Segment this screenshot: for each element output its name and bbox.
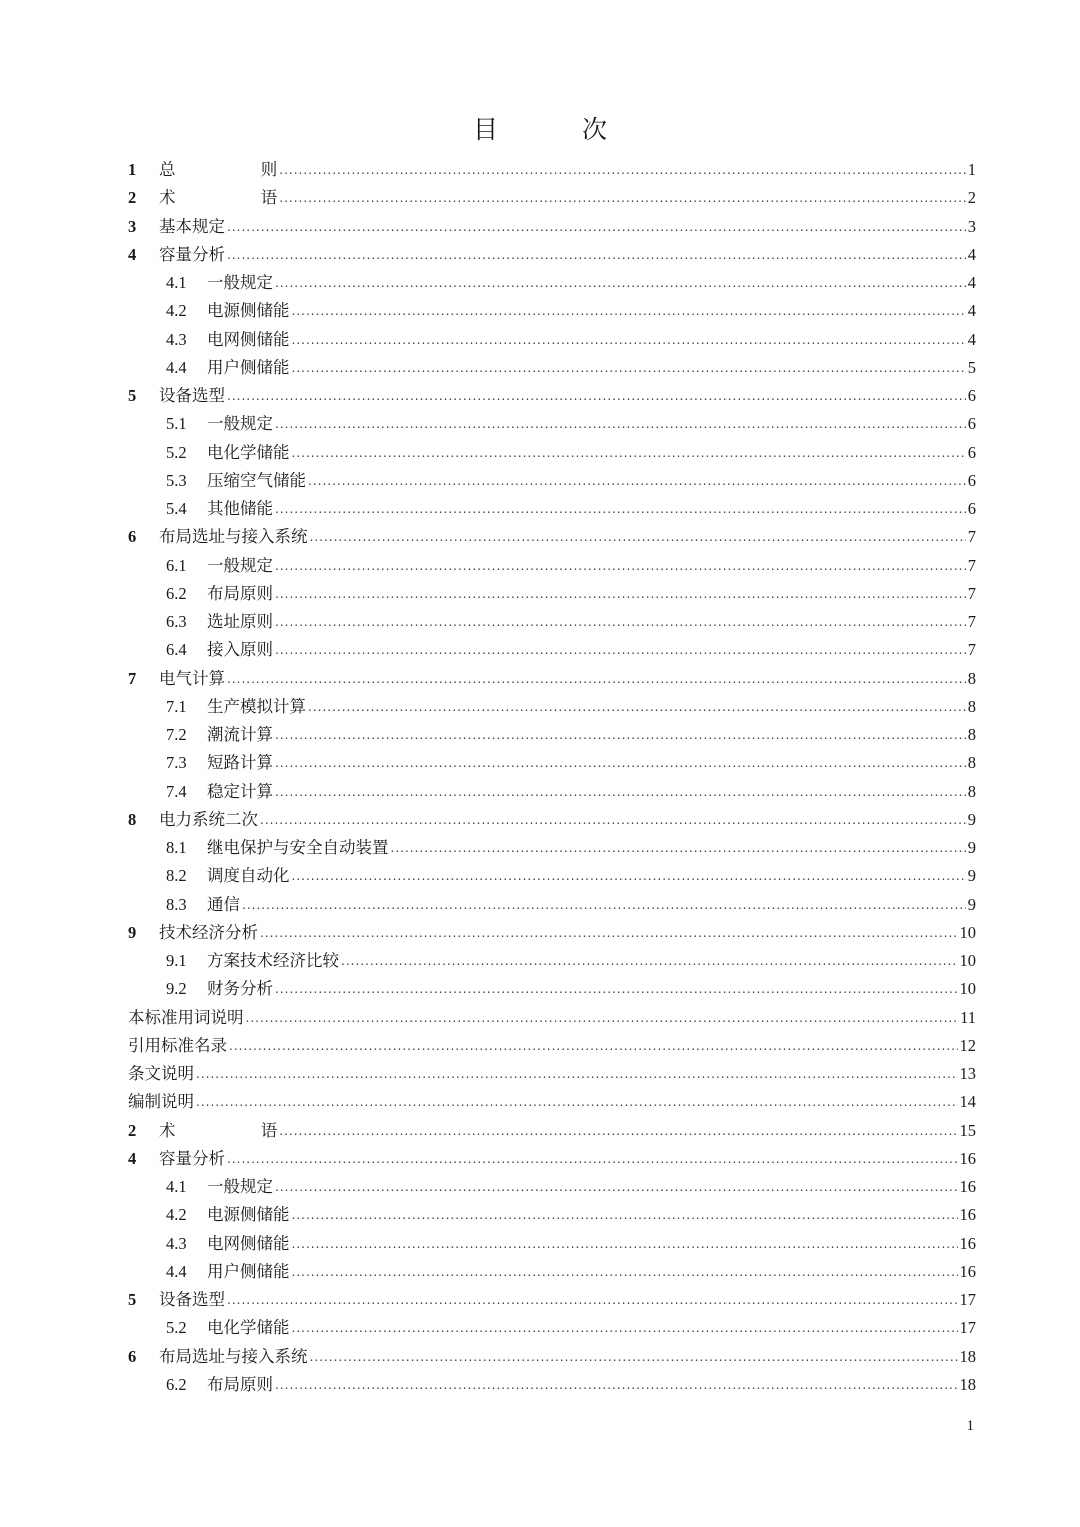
dot-leader: [227, 382, 966, 410]
toc-entry-number: 5.2: [166, 442, 187, 462]
toc-entry[interactable]: [128, 1173, 976, 1201]
toc-entry[interactable]: [128, 1145, 976, 1173]
toc-entry-number: 3: [128, 216, 137, 236]
dot-leader: [227, 665, 966, 693]
toc-entry-number: 6.3: [166, 612, 187, 631]
toc-entry-number: 4.2: [166, 1205, 187, 1225]
toc-entry-title: 选址原则: [207, 612, 273, 631]
toc-entry-number: 5.1: [166, 414, 187, 434]
toc-entry[interactable]: [128, 1060, 976, 1088]
toc-entry-page: 6: [967, 499, 976, 518]
toc-entry-title: 布局选址与接入系统: [159, 527, 308, 547]
toc-entry-title: 接入原则: [207, 640, 273, 660]
dot-leader: [275, 749, 966, 777]
toc-entry-number: 2: [128, 1120, 137, 1140]
toc-entry-title: 方案技术经济比较: [207, 951, 339, 970]
toc-entry-number: 9.2: [166, 979, 187, 999]
toc-entry[interactable]: [128, 354, 976, 382]
toc-entry-page: 14: [959, 1092, 976, 1112]
toc-entry[interactable]: [128, 665, 976, 693]
toc-entry-page: 16: [959, 1205, 976, 1225]
toc-entry-title: 总 则: [159, 160, 318, 179]
toc-entry-number: 8: [128, 809, 137, 829]
toc-entry-page: 6: [967, 470, 976, 490]
toc-entry-title: 布局原则: [207, 583, 273, 603]
dot-leader: [292, 297, 966, 325]
toc-entry-page: 4: [967, 329, 976, 349]
toc-entry-title: 压缩空气储能: [207, 470, 306, 490]
dot-leader: [292, 439, 966, 467]
toc-entry-title: 财务分析: [207, 979, 273, 999]
dot-leader: [275, 636, 966, 664]
toc-entry-title: 一般规定: [207, 414, 273, 434]
toc-entry-number: 2: [128, 188, 137, 208]
toc-entry-number: 1: [128, 160, 137, 179]
toc-entry[interactable]: [128, 184, 976, 212]
toc-entry-title: 布局选址与接入系统: [159, 1346, 308, 1366]
toc-entry-title: 技术经济分析: [159, 922, 258, 942]
toc-entry-title: 引用标准名录: [128, 1035, 227, 1055]
toc-entry-page: 8: [967, 725, 976, 744]
toc-entry-title: 本标准用词说明: [128, 1007, 244, 1027]
toc-entry-number: 6: [128, 1346, 137, 1366]
toc-entry-page: 9: [967, 866, 976, 886]
toc-entry-title: 编制说明: [128, 1092, 194, 1112]
toc-entry[interactable]: [128, 693, 976, 721]
toc-entry-page: 4: [967, 273, 976, 292]
toc-entry[interactable]: [128, 1004, 976, 1032]
toc-entry[interactable]: [128, 269, 976, 297]
toc-entry-page: 15: [959, 1120, 976, 1140]
toc-entry-number: 9.1: [166, 951, 187, 970]
toc-entry-number: 5.2: [166, 1318, 187, 1338]
toc-entry-title: 用户侧储能: [207, 357, 290, 377]
toc-entry-page: 8: [967, 753, 976, 773]
toc-entry-title: 容量分析: [159, 244, 225, 264]
toc-entry-title: 条文说明: [128, 1064, 194, 1083]
toc-entry-title: 电化学储能: [207, 442, 290, 462]
toc-entry-number: 7: [128, 668, 137, 688]
toc-entry-number: 6.2: [166, 583, 187, 603]
dot-leader: [275, 580, 966, 608]
toc-entry-title: 通信: [207, 894, 240, 914]
toc-entry-page: 18: [959, 1346, 976, 1366]
toc-entry-title: 电化学储能: [207, 1318, 290, 1338]
toc-entry-number: 4.1: [166, 1177, 187, 1196]
dot-leader: [275, 495, 966, 523]
toc-entry[interactable]: [128, 326, 976, 354]
toc-entry[interactable]: [128, 523, 976, 551]
toc-entry-page: 4: [967, 301, 976, 321]
dot-leader: [242, 891, 966, 919]
toc-entry[interactable]: [128, 580, 976, 608]
toc-entry-number: 4.4: [166, 1261, 187, 1281]
toc-entry[interactable]: [128, 439, 976, 467]
dot-leader: [260, 919, 958, 947]
toc-entry[interactable]: [128, 410, 976, 438]
toc-entry[interactable]: [128, 467, 976, 495]
dot-leader: [292, 862, 966, 890]
toc-entry-title: 一般规定: [207, 555, 273, 575]
toc-entry[interactable]: [128, 382, 976, 410]
toc-entry-number: 7.4: [166, 781, 187, 801]
toc-entry-page: 5: [967, 357, 976, 377]
toc-entry-number: 6: [128, 527, 137, 547]
dot-leader: [279, 156, 966, 184]
toc-entry-number: 6.2: [166, 1374, 187, 1394]
toc-entry[interactable]: [128, 947, 976, 975]
toc-entry-page: 16: [959, 1261, 976, 1281]
toc-entry-page: 6: [967, 386, 976, 405]
toc-entry-title: 电力系统二次: [159, 809, 258, 829]
toc-entry-page: 17: [959, 1290, 976, 1309]
toc-entry-page: 7: [967, 640, 976, 660]
dot-leader: [227, 213, 966, 241]
dot-leader: [275, 552, 966, 580]
toc-entry-page: 8: [967, 781, 976, 801]
toc-entry-number: 4.1: [166, 273, 187, 292]
dot-leader: [292, 1314, 958, 1342]
toc-entry[interactable]: [128, 919, 976, 947]
toc-entry-title: 用户侧储能: [207, 1261, 290, 1281]
toc-entry[interactable]: [128, 1230, 976, 1258]
toc-entry-page: 2: [967, 188, 976, 208]
toc-entry-title: 设备选型: [159, 1290, 225, 1309]
toc-entry[interactable]: [128, 862, 976, 890]
toc-entry-page: 12: [959, 1035, 976, 1055]
toc-entry-number: 4.4: [166, 357, 187, 377]
toc-entry-page: 8: [967, 668, 976, 688]
toc-entry-page: 6: [967, 414, 976, 434]
dot-leader: [292, 1201, 958, 1229]
toc-entry-number: 4: [128, 1148, 137, 1168]
toc-entry-page: 17: [959, 1318, 976, 1338]
dot-leader: [275, 608, 966, 636]
toc-entry[interactable]: [128, 721, 976, 749]
dot-leader: [246, 1004, 959, 1032]
toc-entry-page: 9: [967, 838, 976, 857]
dot-leader: [341, 947, 958, 975]
dot-leader: [308, 693, 966, 721]
toc-entry-title: 短路计算: [207, 753, 273, 773]
toc-entry[interactable]: [128, 975, 976, 1003]
toc-entry[interactable]: [128, 749, 976, 777]
toc-entry[interactable]: [128, 1258, 976, 1286]
dot-leader: [275, 1371, 958, 1399]
dot-leader: [275, 269, 966, 297]
toc-entry-title: 稳定计算: [207, 781, 273, 801]
toc-entry-title: 电网侧储能: [207, 329, 290, 349]
toc-entry[interactable]: [128, 241, 976, 269]
dot-leader: [391, 834, 966, 862]
toc-entry-page: 7: [967, 612, 976, 631]
toc-entry[interactable]: [128, 1343, 976, 1371]
toc-entry-title: 电源侧储能: [207, 301, 290, 321]
dot-leader: [275, 721, 966, 749]
toc-entry-page: 4: [967, 244, 976, 264]
dot-leader: [260, 806, 966, 834]
dot-leader: [196, 1088, 958, 1116]
toc-entry-page: 1: [967, 160, 976, 179]
toc-entry-number: 8.3: [166, 894, 187, 914]
toc-entry[interactable]: [128, 636, 976, 664]
dot-leader: [196, 1060, 958, 1088]
toc-entry-number: 9: [128, 922, 137, 942]
toc-entry-title: 术 语: [159, 188, 318, 208]
toc-entry-page: 11: [960, 1007, 976, 1027]
table-of-contents: [128, 156, 976, 1399]
toc-entry-number: 8.2: [166, 866, 187, 886]
dot-leader: [275, 778, 966, 806]
dot-leader: [227, 1145, 958, 1173]
toc-entry-title: 电气计算: [159, 668, 225, 688]
toc-entry-title: 潮流计算: [207, 725, 273, 744]
toc-entry-page: 10: [959, 951, 976, 970]
toc-entry[interactable]: [128, 213, 976, 241]
toc-entry-title: 容量分析: [159, 1148, 225, 1168]
toc-entry[interactable]: [128, 495, 976, 523]
toc-entry-number: 5: [128, 386, 137, 405]
toc-entry-title: 调度自动化: [207, 866, 290, 886]
dot-leader: [292, 326, 966, 354]
page-number: 1: [966, 1418, 974, 1434]
dot-leader: [229, 1032, 958, 1060]
toc-entry[interactable]: [128, 778, 976, 806]
dot-leader: [310, 523, 966, 551]
toc-entry-number: 4: [128, 244, 137, 264]
toc-entry[interactable]: [128, 156, 976, 184]
dot-leader: [275, 410, 966, 438]
dot-leader: [275, 1173, 958, 1201]
dot-leader: [308, 467, 966, 495]
toc-entry-title: 一般规定: [207, 273, 273, 292]
toc-entry-number: 4.2: [166, 301, 187, 321]
dot-leader: [227, 241, 966, 269]
page-title: 目 次: [473, 115, 645, 144]
dot-leader: [275, 975, 958, 1003]
toc-entry-page: 7: [967, 527, 976, 547]
toc-entry[interactable]: [128, 1117, 976, 1145]
toc-entry-page: 8: [967, 696, 976, 716]
toc-entry-page: 16: [959, 1177, 976, 1196]
toc-entry-page: 7: [967, 583, 976, 603]
toc-entry[interactable]: [128, 1314, 976, 1342]
toc-entry-title: 电网侧储能: [207, 1233, 290, 1253]
toc-entry[interactable]: [128, 552, 976, 580]
toc-entry-page: 6: [967, 442, 976, 462]
dot-leader: [292, 1230, 958, 1258]
toc-entry-title: 电源侧储能: [207, 1205, 290, 1225]
toc-entry-number: 6.1: [166, 555, 187, 575]
toc-entry[interactable]: [128, 1286, 976, 1314]
dot-leader: [279, 1117, 957, 1145]
dot-leader: [310, 1343, 958, 1371]
toc-entry[interactable]: [128, 608, 976, 636]
toc-entry[interactable]: [128, 1032, 976, 1060]
toc-entry-page: 7: [967, 555, 976, 575]
toc-entry-page: 9: [967, 809, 976, 829]
toc-entry-title: 设备选型: [159, 386, 225, 405]
toc-entry-page: 10: [959, 979, 976, 999]
toc-entry[interactable]: [128, 1201, 976, 1229]
toc-entry[interactable]: [128, 806, 976, 834]
toc-entry-title: 布局原则: [207, 1374, 273, 1394]
toc-entry-page: 18: [959, 1374, 976, 1394]
toc-entry-number: 6.4: [166, 640, 187, 660]
toc-entry-page: 16: [959, 1233, 976, 1253]
toc-entry-number: 4.3: [166, 329, 187, 349]
toc-entry-page: 3: [967, 216, 976, 236]
toc-entry[interactable]: [128, 1088, 976, 1116]
toc-entry-number: 5.4: [166, 499, 187, 518]
toc-entry-title: 基本规定: [159, 216, 225, 236]
toc-entry-page: 9: [967, 894, 976, 914]
toc-entry[interactable]: [128, 297, 976, 325]
toc-entry-title: 术 语: [159, 1120, 318, 1140]
toc-entry-number: 5: [128, 1290, 137, 1309]
toc-entry-number: 7.3: [166, 753, 187, 773]
toc-entry-number: 7.1: [166, 696, 187, 716]
toc-entry-page: 16: [959, 1148, 976, 1168]
toc-entry-title: 一般规定: [207, 1177, 273, 1196]
dot-leader: [292, 1258, 958, 1286]
toc-entry-number: 4.3: [166, 1233, 187, 1253]
toc-entry-number: 7.2: [166, 725, 187, 744]
toc-entry-number: 8.1: [166, 838, 187, 857]
toc-entry[interactable]: [128, 834, 976, 862]
dot-leader: [292, 354, 966, 382]
dot-leader: [227, 1286, 958, 1314]
toc-entry-title: 生产模拟计算: [207, 696, 306, 716]
toc-entry[interactable]: [128, 1371, 976, 1399]
dot-leader: [279, 184, 966, 212]
toc-entry-title: 其他储能: [207, 499, 273, 518]
toc-entry-title: 继电保护与安全自动装置: [207, 838, 389, 857]
toc-entry-page: 10: [959, 922, 976, 942]
toc-entry-number: 5.3: [166, 470, 187, 490]
toc-entry[interactable]: [128, 891, 976, 919]
toc-entry-page: 13: [959, 1064, 976, 1083]
